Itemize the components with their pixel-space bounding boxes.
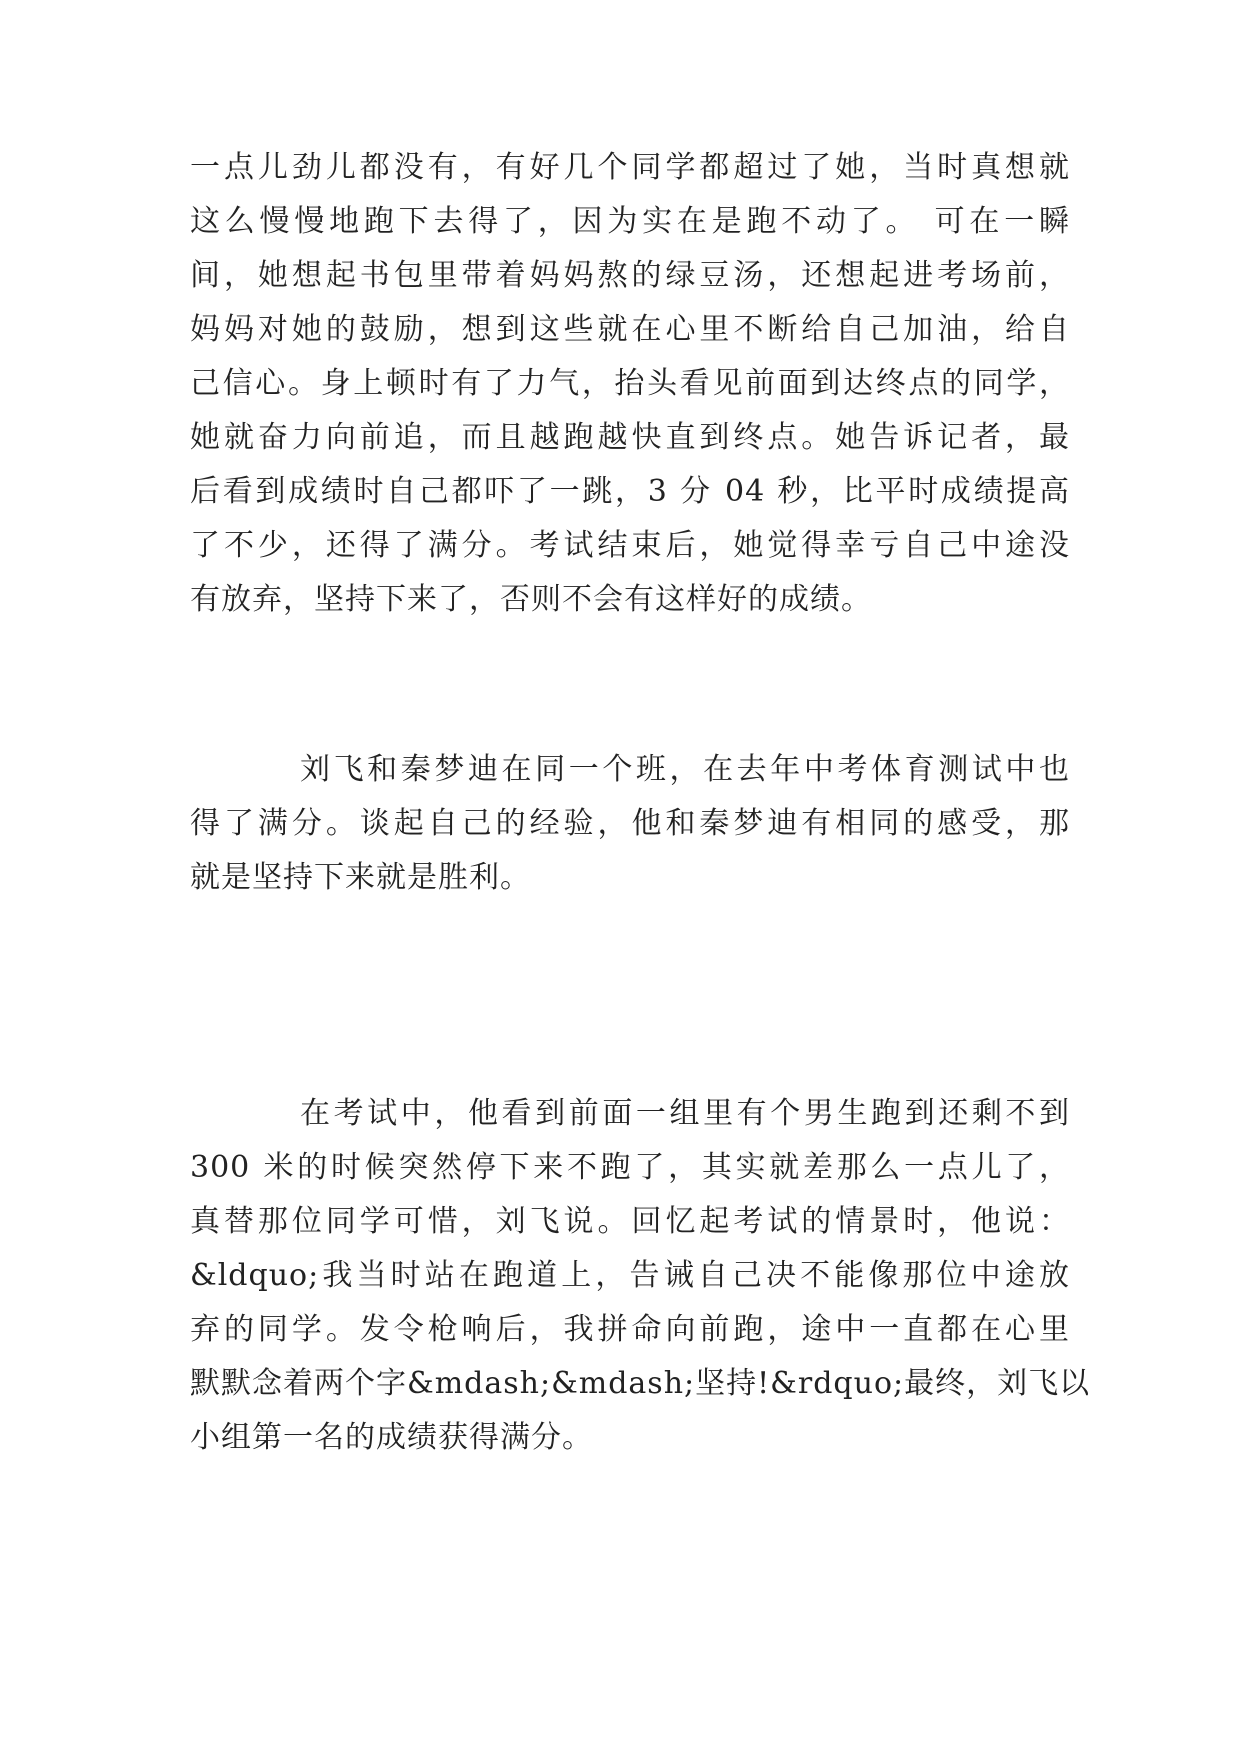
text-line: 有放弃，坚持下来了，否则不会有这样好的成绩。 xyxy=(190,582,872,617)
text-line: 她就奋力向前追，而且越跑越快直到终点。她告诉记者，最 xyxy=(190,420,1070,455)
text-line: &ldquo;我当时站在跑道上，告诫自己决不能像那位中途放 xyxy=(190,1258,1070,1293)
text-line: 一点儿劲儿都没有，有好几个同学都超过了她，当时真想就 xyxy=(190,150,1070,185)
text-line: 刘飞和秦梦迪在同一个班，在去年中考体育测试中也 xyxy=(300,752,1070,787)
text-line: 这么慢慢地跑下去得了，因为实在是跑不动了。 可在一瞬 xyxy=(190,204,1070,239)
text-line: 间，她想起书包里带着妈妈熬的绿豆汤，还想起进考场前， xyxy=(190,258,1070,293)
text-line: 默默念着两个字&mdash;&mdash;坚持!&rdquo;最终，刘飞以 xyxy=(190,1366,1091,1401)
text-line: 了不少，还得了满分。考试结束后，她觉得幸亏自己中途没 xyxy=(190,528,1070,563)
text-line: 得了满分。谈起自己的经验，他和秦梦迪有相同的感受，那 xyxy=(190,806,1070,841)
text-line: 己信心。身上顿时有了力气，抬头看见前面到达终点的同学， xyxy=(190,366,1070,401)
text-line: 妈妈对她的鼓励，想到这些就在心里不断给自己加油，给自 xyxy=(190,312,1070,347)
text-line: 小组第一名的成绩获得满分。 xyxy=(190,1420,593,1455)
text-line: 就是坚持下来就是胜利。 xyxy=(190,860,531,895)
text-line: 真替那位同学可惜，刘飞说。回忆起考试的情景时，他说： xyxy=(190,1204,1070,1239)
text-line: 300 米的时候突然停下来不跑了，其实就差那么一点儿了， xyxy=(190,1150,1070,1185)
text-line: 在考试中，他看到前面一组里有个男生跑到还剩不到 xyxy=(300,1096,1070,1131)
text-line: 后看到成绩时自己都吓了一跳，3 分 04 秒，比平时成绩提高 xyxy=(190,474,1070,509)
text-line: 弃的同学。发令枪响后，我拼命向前跑，途中一直都在心里 xyxy=(190,1312,1070,1347)
